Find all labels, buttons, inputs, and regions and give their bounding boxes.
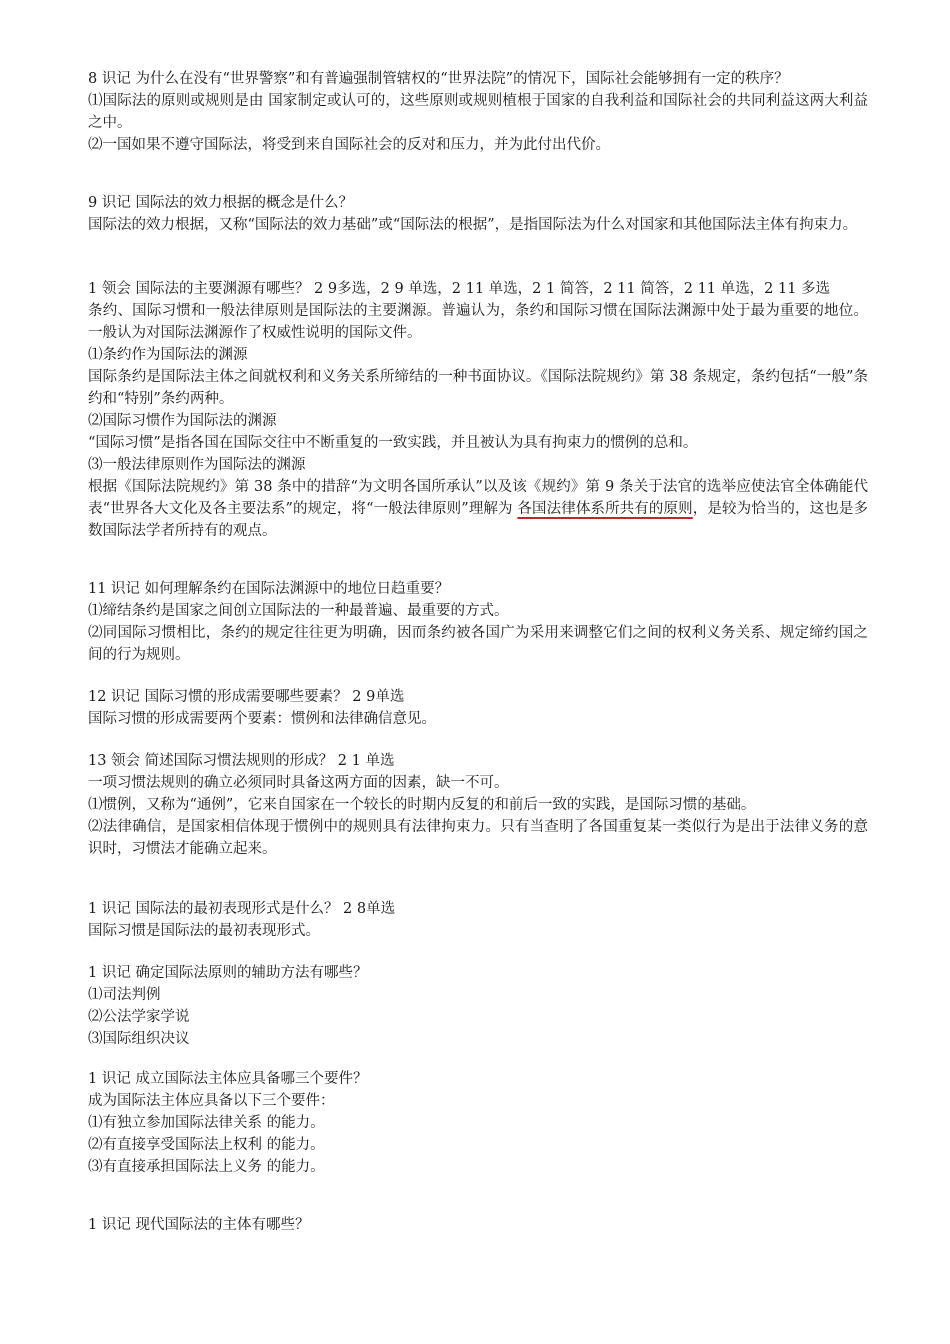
list-item: ⑴有独立参加国际法律关系 的能力。: [88, 1115, 325, 1131]
section-q17: [88, 1214, 868, 1236]
answer-subheading: ⑶一般法律原则作为国际法的渊源: [88, 457, 306, 473]
answer-paragraph: 国际法的效力根据，又称“国际法的效力基础”或“国际法的根据”，是指国际法为什么对国家和其他国际法主体有拘束力。: [88, 217, 858, 233]
section-q10: [88, 278, 868, 542]
question-title: 12 识记 国际习惯的形成需要哪些要素？ 2 9单选: [88, 689, 405, 705]
list-item: ⑵有直接享受国际法上权利 的能力。: [88, 1137, 325, 1153]
answer-paragraph: 国际习惯的形成需要两个要素：惯例和法律确信意见。: [88, 711, 436, 727]
question-title: 11 识记 如何理解条约在国际法渊源中的地位日趋重要？: [88, 581, 450, 597]
answer-paragraph: 条约、国际习惯和一般法律原则是国际法的主要渊源。普遍认为，条约和国际习惯在国际法渊源中处于最为重要的地位。一般认为对国际法渊源作了权威性说明的国际文件。: [88, 303, 868, 341]
section-q16: [88, 1068, 868, 1178]
question-title: 1 识记 成立国际法主体应具备哪三个要件？: [88, 1071, 368, 1087]
answer-paragraph: [88, 476, 868, 542]
answer-paragraph: “国际习惯”是指各国在国际交往中不断重复的一致实践，并且被认为具有拘束力的惯例的总和。: [88, 435, 698, 451]
answer-paragraph: ⑵同国际习惯相比，条约的规定往往更为明确，因而条约被各国广为采用来调整它们之间的权利义务关系、规定缔约国之间的行为规则。: [88, 625, 868, 663]
answer-paragraph: ⑴国际法的原则或规则是由 国家制定或认可的，这些原则或规则植根于国家的自我利益和国际社会的共同利益这两大利益之中。: [88, 93, 868, 131]
section-q13: [88, 750, 868, 860]
answer-paragraph: 一项习惯法规则的确立必须同时具备这两方面的因素，缺一不可。: [88, 775, 509, 791]
underlined-phrase: 各国法律体系所共有的原则: [517, 501, 693, 517]
section-q15: [88, 962, 868, 1050]
question-title: 1 识记 国际法的最初表现形式是什么？ 2 8单选: [88, 901, 396, 917]
list-item: ⑵公法学家学说: [88, 1009, 190, 1025]
paragraph-text: ，是较为恰当的，这也是多数国际法学者所持有的观点。: [88, 501, 868, 539]
answer-paragraph: ⑴惯例，又称为“通例”，它来自国家在一个较长的时期内反复的和前后一致的实践，是国际习惯的基础。: [88, 797, 756, 813]
question-title: 9 识记 国际法的效力根据的概念是什么？: [88, 195, 353, 211]
paragraph-text: 根据《国际法院规约》第 38 条中的措辞“为文明各国所承认”以及该《规约》第 9 条关于法官的选举应使法官全体确能代表“世界各大文化及各主要法系”的规定，将“一般法律原则”理解为: [88, 479, 868, 517]
question-title: 13 领会 简述国际习惯法规则的形成？ 2 1 单选: [88, 753, 395, 769]
section-q14: [88, 898, 868, 942]
question-title: 1 识记 确定国际法原则的辅助方法有哪些？: [88, 965, 368, 981]
section-q8: [88, 68, 868, 156]
answer-paragraph: ⑴缔结条约是国家之间创立国际法的一种最普遍、最重要的方式。: [88, 603, 509, 619]
answer-paragraph: 成为国际法主体应具备以下三个要件：: [88, 1093, 335, 1109]
answer-paragraph: 国际习惯是国际法的最初表现形式。: [88, 923, 320, 939]
answer-paragraph: ⑵一国如果不遵守国际法，将受到来自国际社会的反对和压力，并为此付出代价。: [88, 137, 610, 153]
list-item: ⑶国际组织决议: [88, 1031, 190, 1047]
list-item: ⑴司法判例: [88, 987, 161, 1003]
answer-subheading: ⑴条约作为国际法的渊源: [88, 347, 248, 363]
section-q12: [88, 686, 868, 730]
question-title: 1 识记 现代国际法的主体有哪些？: [88, 1217, 310, 1233]
answer-paragraph: 国际条约是国际法主体之间就权利和义务关系所缔结的一种书面协议。《国际法院规约》第 38 条规定，条约包括“一般”条约和“特别”条约两种。: [88, 369, 868, 407]
question-title: 8 识记 为什么在没有“世界警察”和有普遍强制管辖权的“世界法院”的情况下，国际社会能够拥有一定的秩序？: [88, 71, 789, 87]
question-title: 1 领会 国际法的主要渊源有哪些？ 2 9多选，2 9 单选，2 11 单选，2 1 简答，2 11 简答，2 11 单选，2 11 多选: [88, 281, 831, 297]
answer-paragraph: ⑵法律确信，是国家相信体现于惯例中的规则具有法律拘束力。只有当查明了各国重复某一类似行为是出于法律义务的意识时，习惯法才能确立起来。: [88, 819, 868, 857]
list-item: ⑶有直接承担国际法上义务 的能力。: [88, 1159, 325, 1175]
section-q11: [88, 578, 868, 666]
section-q9: [88, 192, 868, 236]
answer-subheading: ⑵国际习惯作为国际法的渊源: [88, 413, 277, 429]
